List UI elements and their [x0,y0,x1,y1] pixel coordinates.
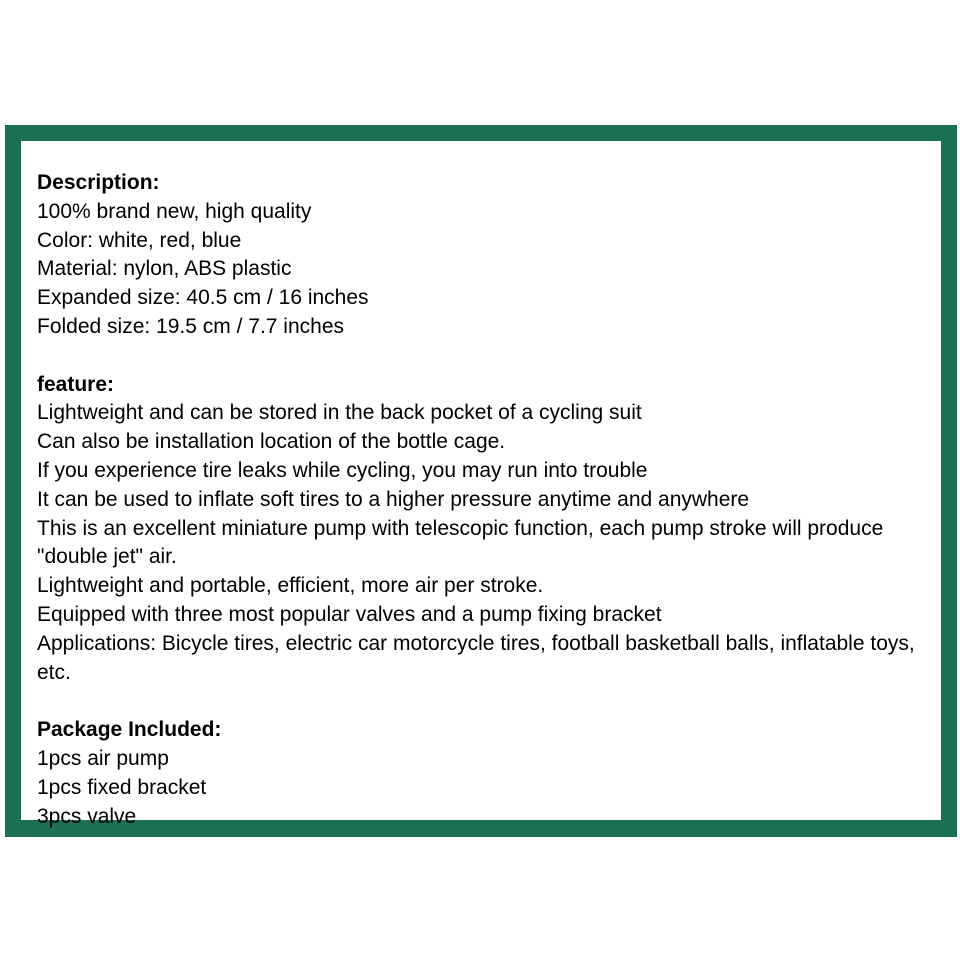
description-line: Expanded size: 40.5 cm / 16 inches [37,286,369,310]
section-spacer [37,342,941,371]
feature-line: It can be used to inflate soft tires to a higher pressure anytime and anywhere [37,487,750,511]
green-border-frame [5,125,957,837]
description-line: Material: nylon, ABS plastic [37,257,292,281]
description-line: Folded size: 19.5 cm / 7.7 inches [37,314,344,338]
feature-line: Can also be installation location of the bottle cage. [37,430,506,454]
section-spacer [37,687,941,716]
feature-line: Applications: Bicycle tires, electric car motorcycle tires, football basketball balls, inflatable toys, etc. [37,631,915,684]
feature-line: Equipped with three most popular valves and a pump fixing bracket [37,602,662,626]
package-heading: Package Included: [37,718,222,742]
feature-line: Lightweight and portable, efficient, more air per stroke. [37,574,544,598]
description-line: Color: white, red, blue [37,228,242,252]
description-heading: Description: [37,171,160,194]
feature-section [37,371,941,688]
package-line: 1pcs fixed bracket [37,775,207,799]
package-line: 1pcs air pump [37,746,169,770]
feature-heading: feature: [37,372,115,396]
feature-line: Lightweight and can be stored in the back pocket of a cycling suit [37,401,642,425]
feature-line: This is an excellent miniature pump with telescopic function, each pump stroke will produce "double jet" air. [37,516,884,569]
feature-line: If you experience tire leaks while cycling, you may run into trouble [37,458,648,482]
product-description-panel [21,141,941,828]
package-section [37,716,941,831]
package-line: 3pcs valve [37,804,137,828]
description-section [37,169,941,342]
description-line: 100% brand new, high quality [37,199,312,223]
